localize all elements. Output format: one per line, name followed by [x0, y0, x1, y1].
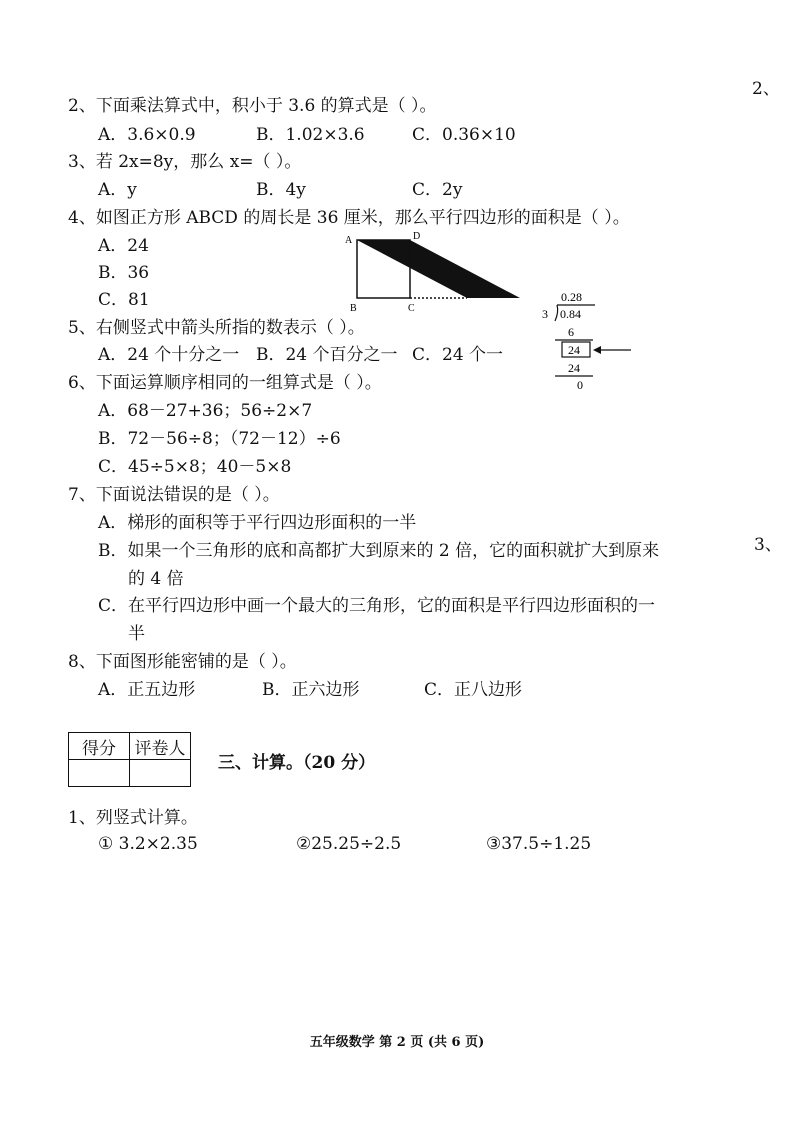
- q5-step1: 6: [568, 325, 574, 339]
- q5-option-b: B．24 个百分之一: [256, 345, 398, 365]
- calc1-item-3: ③37.5÷1.25: [486, 834, 592, 854]
- q4-label-c: C: [408, 303, 415, 314]
- q4-parallelogram-shape: [357, 240, 520, 298]
- section-3-title: 三、计算。（20 分）: [218, 753, 376, 773]
- q7-option-a: A．梯形的面积等于平行四边形面积的一半: [98, 513, 417, 533]
- q6-option-a: A．68－27+36；56÷2×7: [98, 401, 313, 421]
- q5-option-c: C．24 个一: [412, 345, 504, 365]
- grader-cell[interactable]: [130, 760, 191, 787]
- q6-option-c: C．45÷5×8；40－5×8: [98, 457, 292, 477]
- q4-option-c: C．81: [98, 290, 150, 310]
- q5-arrow-head: [593, 346, 601, 354]
- q5-step2: 24: [568, 343, 580, 357]
- q2-option-a: A．3.6×0.9: [98, 125, 196, 145]
- q6-stem: 6、下面运算顺序相同的一组算式是（ ）。: [68, 373, 382, 393]
- q3-option-c: C．2y: [412, 180, 463, 200]
- q4-label-a: A: [345, 235, 353, 246]
- q2-stem: 2、下面乘法算式中，积小于 3.6 的算式是（ ）。: [68, 96, 437, 116]
- q4-label-b: B: [350, 303, 357, 314]
- calc1-item-2: ②25.25÷2.5: [296, 834, 402, 854]
- q4-option-b: B．36: [98, 263, 150, 283]
- q7-option-c-line1: C．在平行四边形中画一个最大的三角形，它的面积是平行四边形面积的一: [98, 596, 656, 616]
- page-footer: 五年级数学 第 2 页 (共 6 页): [309, 1035, 485, 1050]
- q5-step3: 24: [568, 361, 580, 375]
- q8-option-c: C．正八边形: [424, 680, 523, 700]
- q5-dividend: 0.84: [560, 307, 581, 321]
- q3-option-b: B．4y: [256, 180, 306, 200]
- q5-quotient: 0.28: [561, 290, 582, 304]
- calc1-stem: 1、列竖式计算。: [68, 808, 198, 828]
- q6-option-b: B．72－56÷8；（72－12）÷6: [98, 429, 341, 449]
- grader-header: 评卷人: [130, 733, 191, 760]
- q7-option-c-line2: 半: [128, 624, 145, 644]
- q3-stem: 3、若 2x=8y，那么 x=（ ）。: [68, 152, 302, 172]
- score-cell[interactable]: [69, 760, 130, 787]
- q7-option-b-line2: 的 4 倍: [128, 569, 184, 589]
- q2-option-b: B．1.02×3.6: [256, 125, 365, 145]
- q8-stem: 8、下面图形能密铺的是（ ）。: [68, 652, 297, 672]
- q5-bracket: [555, 305, 558, 321]
- q4-square-parallelogram-figure: [340, 228, 530, 316]
- q8-option-b: B．正六边形: [262, 680, 360, 700]
- q4-label-d: D: [413, 231, 421, 242]
- q5-option-a: A．24 个十分之一: [98, 345, 240, 365]
- q7-option-b-line1: B．如果一个三角形的底和高都扩大到原来的 2 倍，它的面积就扩大到原来: [98, 541, 660, 561]
- q5-divisor: 3: [542, 307, 548, 321]
- score-header: 得分: [69, 733, 130, 760]
- q3-option-a: A．y: [98, 180, 137, 200]
- q5-remainder: 0: [577, 378, 583, 392]
- q5-stem: 5、右侧竖式中箭头所指的数表示（ ）。: [68, 318, 365, 338]
- q5-long-division: [535, 288, 635, 393]
- side-mark-top: 2、: [752, 79, 780, 99]
- side-mark-mid: 3、: [754, 535, 782, 555]
- q4-option-a: A．24: [98, 236, 149, 256]
- q7-stem: 7、下面说法错误的是（ ）。: [68, 485, 280, 505]
- calc1-item-1: ① 3.2×2.35: [98, 834, 198, 854]
- score-table: [68, 732, 191, 787]
- q4-stem: 4、如图正方形 ABCD 的周长是 36 厘米，那么平行四边形的面积是（ ）。: [68, 208, 630, 228]
- q2-option-c: C．0.36×10: [412, 125, 516, 145]
- q8-option-a: A．正五边形: [98, 680, 196, 700]
